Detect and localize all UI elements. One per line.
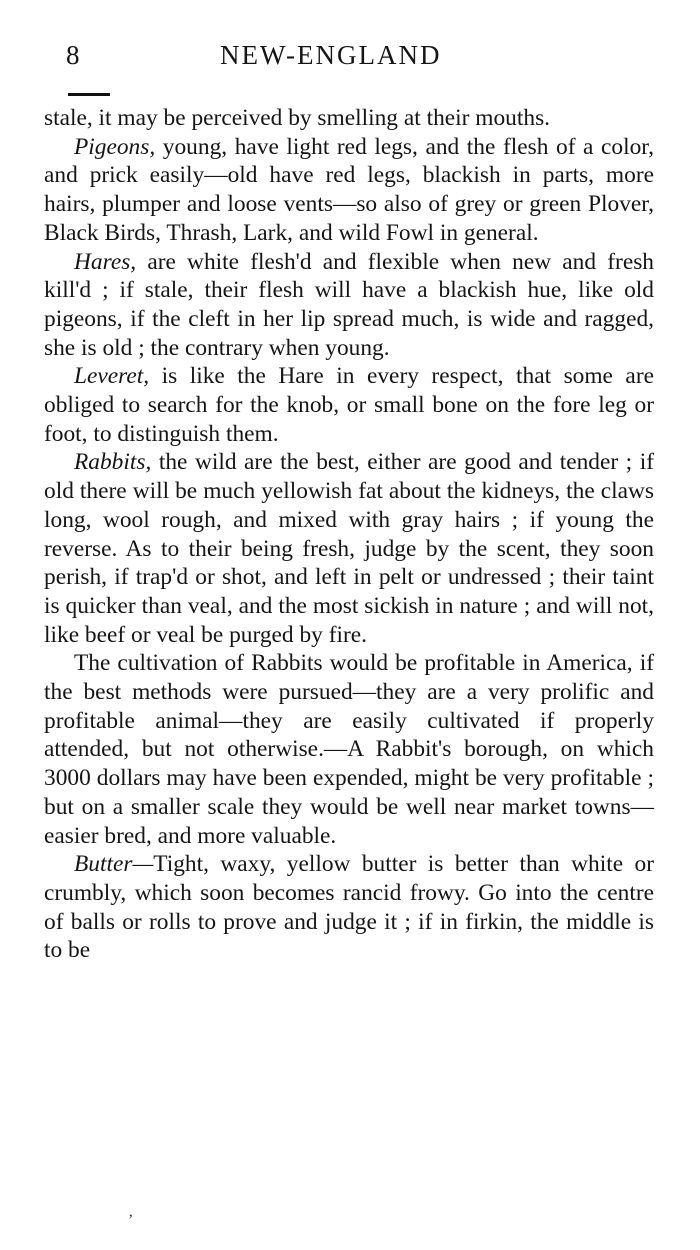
page-header: [62, 40, 650, 80]
paragraph-text: stale, it may be perceived by smelling at their mouths.: [44, 105, 551, 131]
paragraph-term: Hares,: [74, 248, 137, 275]
running-head: NEW-ENGLAND: [220, 40, 442, 70]
paragraph-hares: [44, 248, 654, 363]
paragraph-rabbits: [44, 448, 654, 649]
paragraph-butter: [44, 850, 654, 965]
paragraph-term: Leveret,: [74, 363, 150, 390]
paragraph-term: Pigeons,: [74, 133, 156, 160]
paragraph-continuation: [44, 104, 654, 133]
paragraph-text: The cultivation of Rabbits would be profitable in America, if the best methods were pursued—they are a very prolific and profitable animal—they are easily cultivated if properly attended, but not otherwise.—A Rabbit's borough, on which 3000 dollars may have been expended, might be very profitable ; but on a smaller scale they would be well near market towns—easier bred, and more valuable.: [44, 650, 654, 849]
paragraph-term: Rabbits,: [74, 449, 152, 476]
body-text: [44, 104, 654, 965]
paragraph-text: the wild are the best, either are good and tender ; if old there will be much yellowish fat about the kidneys, the claws long, wool rough, and mixed with gray hairs ; if young the reverse. As to their being fresh, judge by the scent, they soon perish, if trap'd or shot, and left in pelt or undressed ; their taint is quicker than veal, and the most sickish in nature ; and will not, like beef or veal be purged by fire.: [44, 449, 654, 648]
paragraph-term: Butter—: [74, 851, 154, 878]
paragraph-leveret: [44, 362, 654, 448]
footer-mark: ’: [128, 1212, 134, 1229]
paragraph-pigeons: [44, 133, 654, 248]
page-number: 8: [66, 40, 80, 70]
paragraph-rabbit-cultivation: [44, 649, 654, 850]
header-rule: [68, 93, 110, 96]
paragraph-text: young, have light red legs, and the flesh of a color, and prick easily—old have red legs, blackish in parts, more hairs, plumper and loose vents—so also of grey or green Plover, Black Birds, Thrash, Lark, and wild Fowl in general.: [44, 133, 654, 246]
paragraph-text: are white flesh'd and flexible when new and fresh kill'd ; if stale, their flesh will have a blackish hue, like old pigeons, if the cleft in her lip spread much, is wide and ragged, she is old ; the contrary when young.: [44, 248, 654, 361]
paragraph-text: is like the Hare in every respect, that some are obliged to search for the knob, or small bone on the fore leg or foot, to distinguish them.: [44, 363, 654, 447]
paragraph-text: Tight, waxy, yellow butter is better than white or crumbly, which soon becomes rancid frowy. Go into the centre of balls or rolls to prove and judge it ; if in firkin, the middle is to be: [44, 851, 654, 964]
